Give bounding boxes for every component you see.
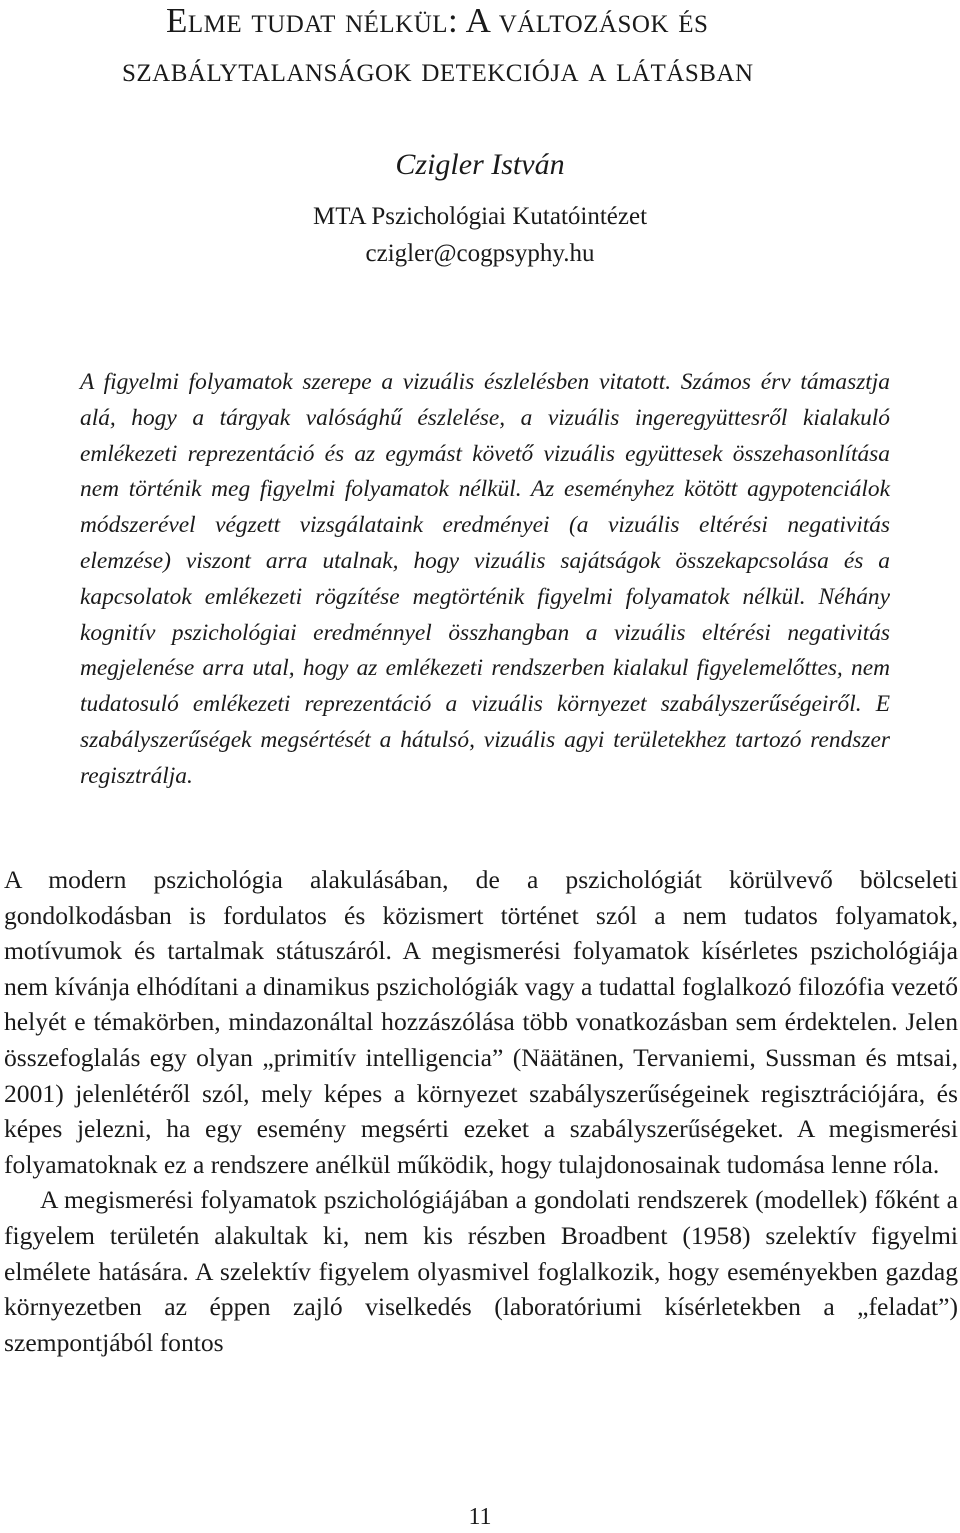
body-paragraph-1: A modern pszichológia alakulásában, de a pszichológiát körülvevő bölcseleti gondolkodásban is fordulatos és közismert történet szól a nem tudatos folyamatok, motívumok és tartalmak státuszáról. A megismerési folyamatok kísérletes pszichológiája nem kívánja elhódítani a dinamikus pszichológiák vagy a tudattal foglalkozó filozófia vezető helyét e témakörben, mindazonáltal hozzászólása több vonatkozásban sem érdektelen. Jelen összefoglalás egy olyan „primitív intelligencia” (Näätänen, Tervaniemi, Sussman és mtsai, 2001) jelenlétéről szól, mely képes a környezet szabályszerűségeinek regisztrációjára, és képes jelezni, ha egy esemény megsérti ezeket a szabályszerűségeket. A megismerési folyamatoknak ez a rendszere anélkül működik, hogy tulajdonosainak tudomása lenne róla. [4, 865, 958, 1179]
body-paragraph-2: A megismerési folyamatok pszichológiájában a gondolati rendszerek (modellek) főként a figyelem területén alakultak ki, nem kis részben Broadbent (1958) szelektív figyelmi elmélete hatására. A szelektív figyelem olyasmivel foglalkozik, hogy eseményekben gazdag környezetben az éppen zajló viselkedés (laboratóriumi kísérletekben a „feladat”) szempontjából fontos [4, 1185, 958, 1357]
author-affiliation: MTA Pszichológiai Kutatóintézet [312, 203, 648, 230]
title-line-2: szabálytalanságok detekciója a látásban [122, 50, 754, 89]
title-line-1: Elme tudat nélkül: A változások és [166, 1, 709, 40]
body-text [4, 862, 958, 1360]
author-name: Czigler István [395, 148, 565, 181]
abstract: A figyelmi folyamatok szerepe a vizuális észlelésben vitatott. Számos érv támasztja alá, hogy a tárgyak valósághű észlelése, a vizuális ingeregyüttesről kialakuló emlékezeti reprezentáció és az egymást követő vizuális együttesek összehasonlítása nem történik meg figyelmi folyamatok nélkül. Az eseményhez kötött agypotenciálok módszerével végzett vizsgálataink eredményei (a vizuális eltérési negativitás elemzése) viszont arra utalnak, hogy vizuális sajátságok összekapcsolása és a kapcsolatok emlékezeti rögzítése megtörténik figyelmi folyamatok nélkül. Néhány kognitív pszichológiai eredménnyel összhangban a vizuális eltérési negativitás megjelenése arra utal, hogy az emlékezeti rendszerben kialakul figyelemelőttes, nem tudatosuló emlékezeti reprezentáció a vizuális környezet szabályszerűségeiről. E szabályszerűségek megsértését a hátulsó, vizuális agyi területekhez tartozó rendszer regisztrálja. [80, 369, 890, 789]
author-email: czigler@cogpsyphy.hu [365, 240, 595, 267]
page-number: 11 [468, 1504, 492, 1530]
